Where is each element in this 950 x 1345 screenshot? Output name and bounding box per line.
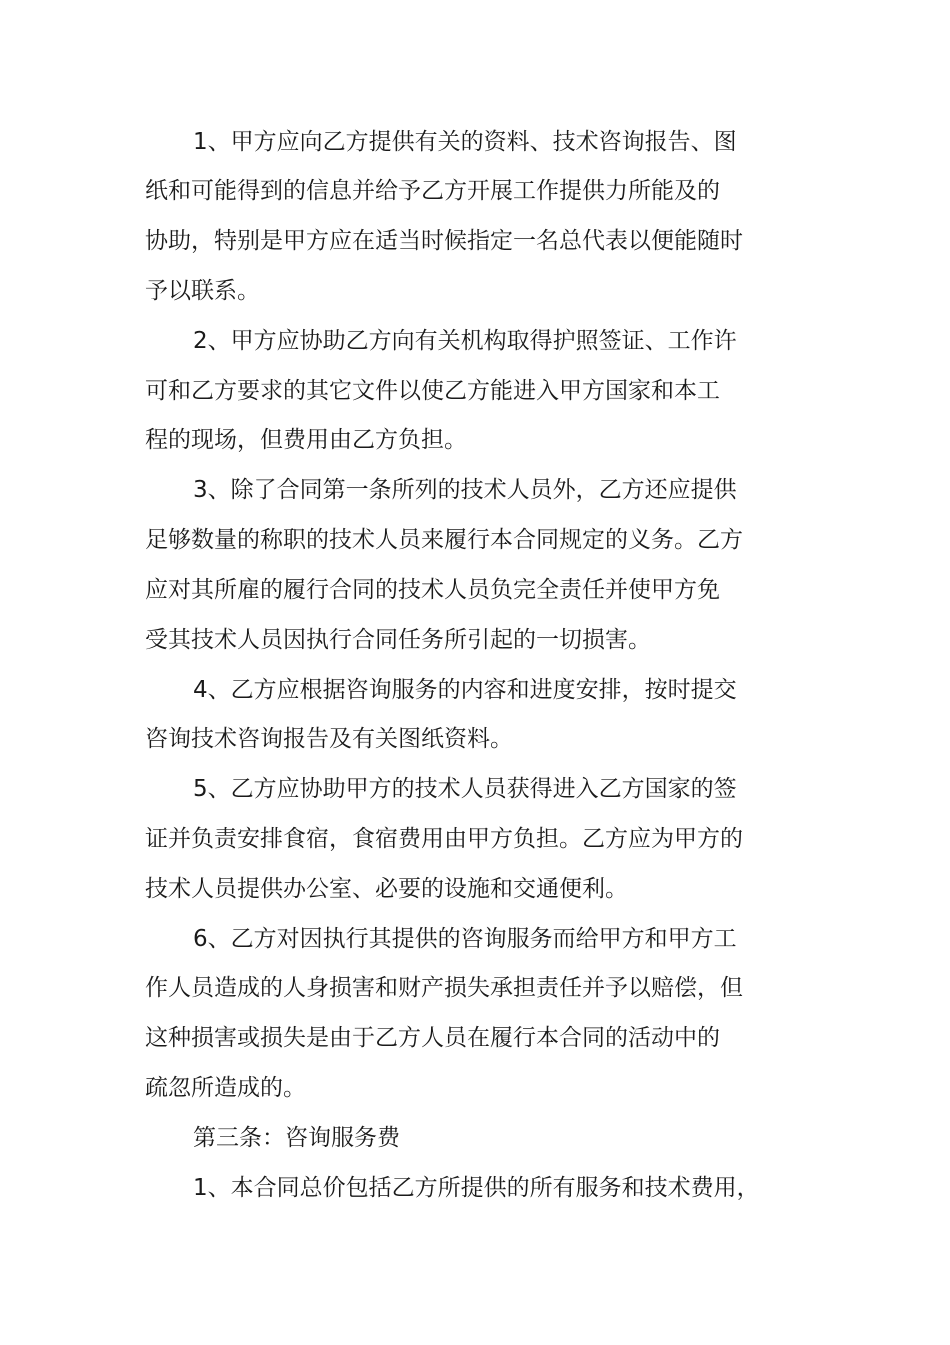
clause-3-item-1-line-1: 1、本合同总价包括乙方所提供的所有服务和技术费用， — [193, 1175, 760, 1201]
clause-2-item-3-line-2: 足够数量的称职的技术人员来履行本合同规定的义务。乙方 — [145, 527, 743, 553]
clause-2-item-2-line-3: 程的现场，但费用由乙方负担。 — [145, 427, 467, 453]
clause-2-item-5-line-1: 5、乙方应协助甲方的技术人员获得进入乙方国家的签 — [193, 776, 737, 802]
clause-3-heading: 第三条：咨询服务费 — [193, 1125, 400, 1151]
clause-2-item-6-line-4: 疏忽所造成的。 — [145, 1075, 306, 1101]
clause-2-item-6-line-3: 这种损害或损失是由于乙方人员在履行本合同的活动中的 — [145, 1025, 720, 1051]
clause-2-item-6-line-1: 6、乙方对因执行其提供的咨询服务而给甲方和甲方工 — [193, 926, 737, 952]
clause-2-item-4-line-2: 咨询技术咨询报告及有关图纸资料。 — [145, 726, 513, 752]
clause-2-item-5-line-2: 证并负责安排食宿，食宿费用由甲方负担。乙方应为甲方的 — [145, 826, 743, 852]
clause-2-item-2-line-1: 2、甲方应协助乙方向有关机构取得护照签证、工作许 — [193, 328, 737, 354]
clause-2-item-1-line-1: 1、甲方应向乙方提供有关的资料、技术咨询报告、图 — [193, 129, 737, 155]
clause-2-item-5-line-3: 技术人员提供办公室、必要的设施和交通便利。 — [145, 876, 628, 902]
clause-2-item-1-line-3: 协助，特别是甲方应在适当时候指定一名总代表以便能随时 — [145, 228, 743, 254]
clause-2-item-4-line-1: 4、乙方应根据咨询服务的内容和进度安排，按时提交 — [193, 677, 737, 703]
clause-2-item-6-line-2: 作人员造成的人身损害和财产损失承担责任并予以赔偿，但 — [145, 975, 743, 1001]
clause-2-item-1-line-4: 予以联系。 — [145, 278, 260, 304]
clause-2-item-3-line-4: 受其技术人员因执行合同任务所引起的一切损害。 — [145, 627, 651, 653]
clause-2-item-1-line-2: 纸和可能得到的信息并给予乙方开展工作提供力所能及的 — [145, 178, 720, 204]
clause-2-item-2-line-2: 可和乙方要求的其它文件以使乙方能进入甲方国家和本工 — [145, 378, 720, 404]
clause-2-item-3-line-1: 3、除了合同第一条所列的技术人员外，乙方还应提供 — [193, 477, 737, 503]
clause-2-item-3-line-3: 应对其所雇的履行合同的技术人员负完全责任并使甲方免 — [145, 577, 720, 603]
